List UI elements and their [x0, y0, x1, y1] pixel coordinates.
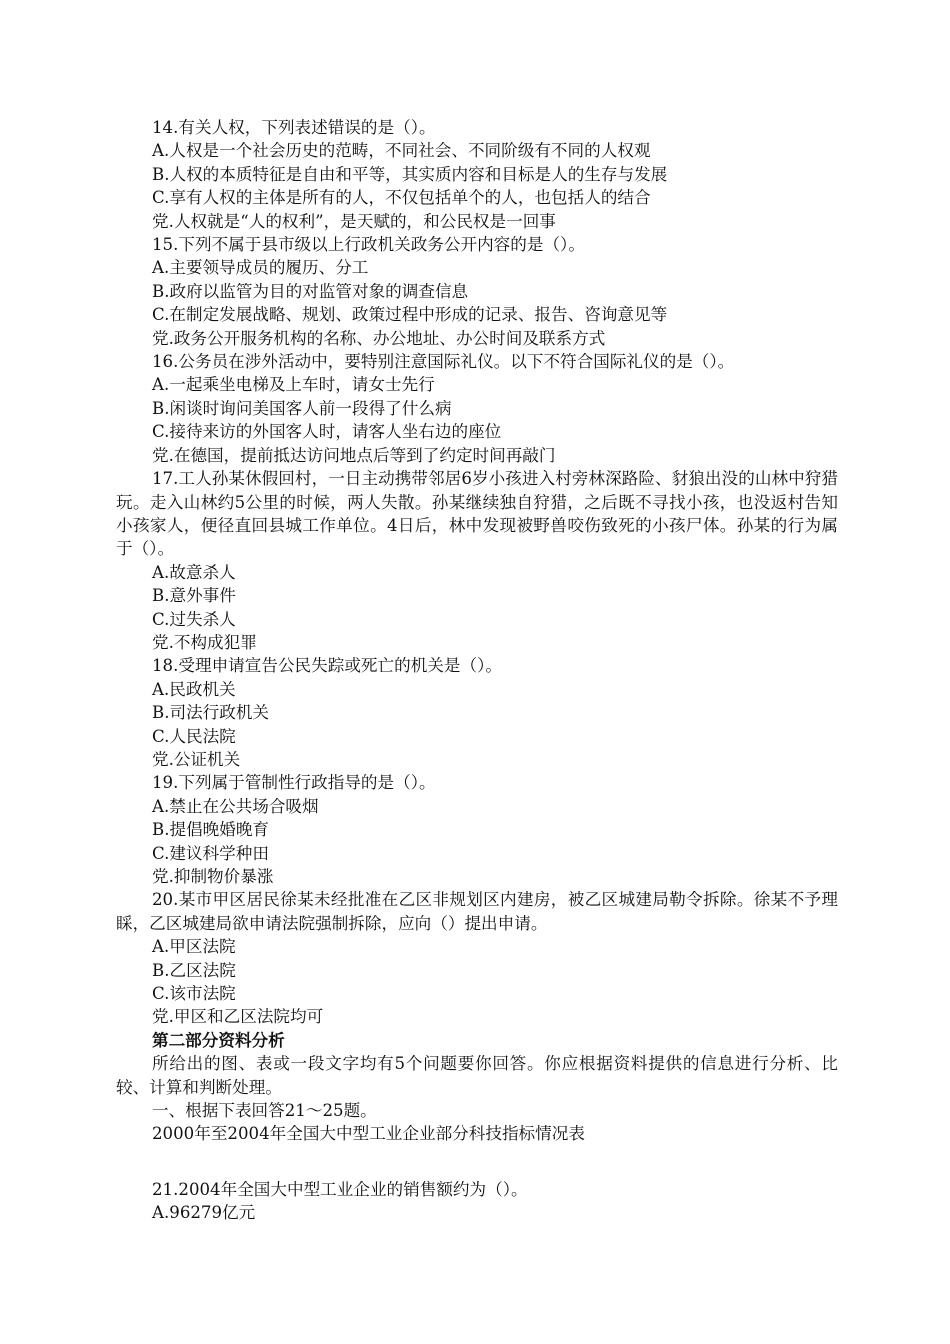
question-14-stem: 14.有关人权，下列表述错误的是（）。	[152, 118, 436, 137]
question-19-option-d: 党.抑制物价暴涨	[152, 867, 274, 886]
question-15-stem: 15.下列不属于县市级以上行政机关政务公开内容的是（）。	[152, 235, 585, 255]
question-19-stem: 19.下列属于管制性行政指导的是（）。	[152, 773, 436, 793]
question-20-option-c: C.该市法院	[152, 984, 236, 1004]
question-18-option-b: B.司法行政机关	[152, 703, 270, 723]
question-14-option-c: C.享有人权的主体是所有的人，不仅包括单个的人，也包括人的结合	[152, 188, 651, 208]
question-16-option-d: 党.在德国，提前抵达访问地点后等到了约定时间再敲门	[152, 445, 556, 465]
question-15-option-a: A.主要领导成员的履历、分工	[152, 258, 369, 278]
question-17-stem: 17.工人孙某休假回村，一日主动携带邻居6岁小孩进入村旁林深路险、豺狼出没的山林中狩猎玩。走入山林约5公里的时候，两人失散。孙某继续独自狩猎，之后既不寻找小孩，也没返村告知小孩家人，便径直回县城工作单位。4日后，林中发现被野兽咬伤致死的小孩尸体。孙某的行为属于（）。	[116, 469, 838, 559]
question-19-option-b: B.提倡晚婚晚育	[152, 820, 270, 840]
question-20-option-d: 党.甲区和乙区法院均可	[152, 1007, 324, 1027]
question-17-option-d: 党.不构成犯罪	[152, 632, 257, 652]
question-17-option-c: C.过失杀人	[152, 609, 236, 629]
question-16-option-a: A.一起乘坐电梯及上车时，请女士先行	[152, 375, 435, 395]
question-16-stem: 16.公务员在涉外活动中，要特别注意国际礼仪。以下不符合国际礼仪的是（）。	[152, 352, 735, 372]
question-16-option-c: C.接待来访的外国客人时，请客人坐右边的座位	[152, 422, 502, 442]
question-18-option-a: A.民政机关	[152, 679, 236, 699]
question-14-option-d: 党.人权就是“人的权利”，是天赋的，和公民权是一回事	[152, 211, 556, 231]
question-14-option-a: A.人权是一个社会历史的范畴，不同社会、不同阶级有不同的人权观	[152, 141, 651, 161]
section-intro: 所给出的图、表或一段文字均有5个问题要你回答。你应根据资料提供的信息进行分析、比较、计算和判断处理。	[116, 1054, 838, 1097]
question-18-stem: 18.受理申请宣告公民失踪或死亡的机关是（）。	[152, 656, 502, 676]
question-15-option-c: C.在制定发展战略、规划、政策过程中形成的记录、报告、咨询意见等	[152, 305, 668, 325]
question-17-option-a: A.故意杀人	[152, 562, 236, 582]
question-20-option-a: A.甲区法院	[152, 937, 236, 957]
question-17-option-b: B.意外事件	[152, 586, 236, 606]
question-19-option-a: A.禁止在公共场合吸烟	[152, 796, 319, 816]
question-20-option-b: B.乙区法院	[152, 960, 236, 980]
question-16-option-b: B.闲谈时询问美国客人前一段得了什么病	[152, 398, 452, 418]
question-15-option-b: B.政府以监管为目的对监管对象的调查信息	[152, 281, 469, 301]
question-14-option-b: B.人权的本质特征是自由和平等，其实质内容和目标是人的生存与发展	[152, 164, 668, 184]
section-heading: 第二部分资料分析	[152, 1029, 285, 1050]
question-21-stem: 21.2004年全国大中型工业企业的销售额约为（）。	[152, 1179, 528, 1199]
document-body	[116, 116, 838, 1225]
question-15-option-d: 党.政务公开服务机构的名称、办公地址、办公时间及联系方式	[152, 328, 606, 348]
question-21-option-a: A.96279亿元	[152, 1203, 256, 1223]
question-20-stem: 20.某市甲区居民徐某未经批准在乙区非规划区内建房，被乙区城建局勒令拆除。徐某不予理睬，乙区城建局欲申请法院强制拆除，应向（）提出申请。	[116, 890, 838, 933]
question-19-option-c: C.建议科学种田	[152, 843, 269, 863]
question-18-option-d: 党.公证机关	[152, 749, 241, 769]
section-subheading: 一、根据下表回答21～25题。	[152, 1101, 377, 1121]
table-placeholder-gap	[116, 1146, 838, 1178]
table-title: 2000年至2004年全国大中型工业企业部分科技指标情况表	[152, 1124, 585, 1144]
question-18-option-c: C.人民法院	[152, 726, 236, 746]
